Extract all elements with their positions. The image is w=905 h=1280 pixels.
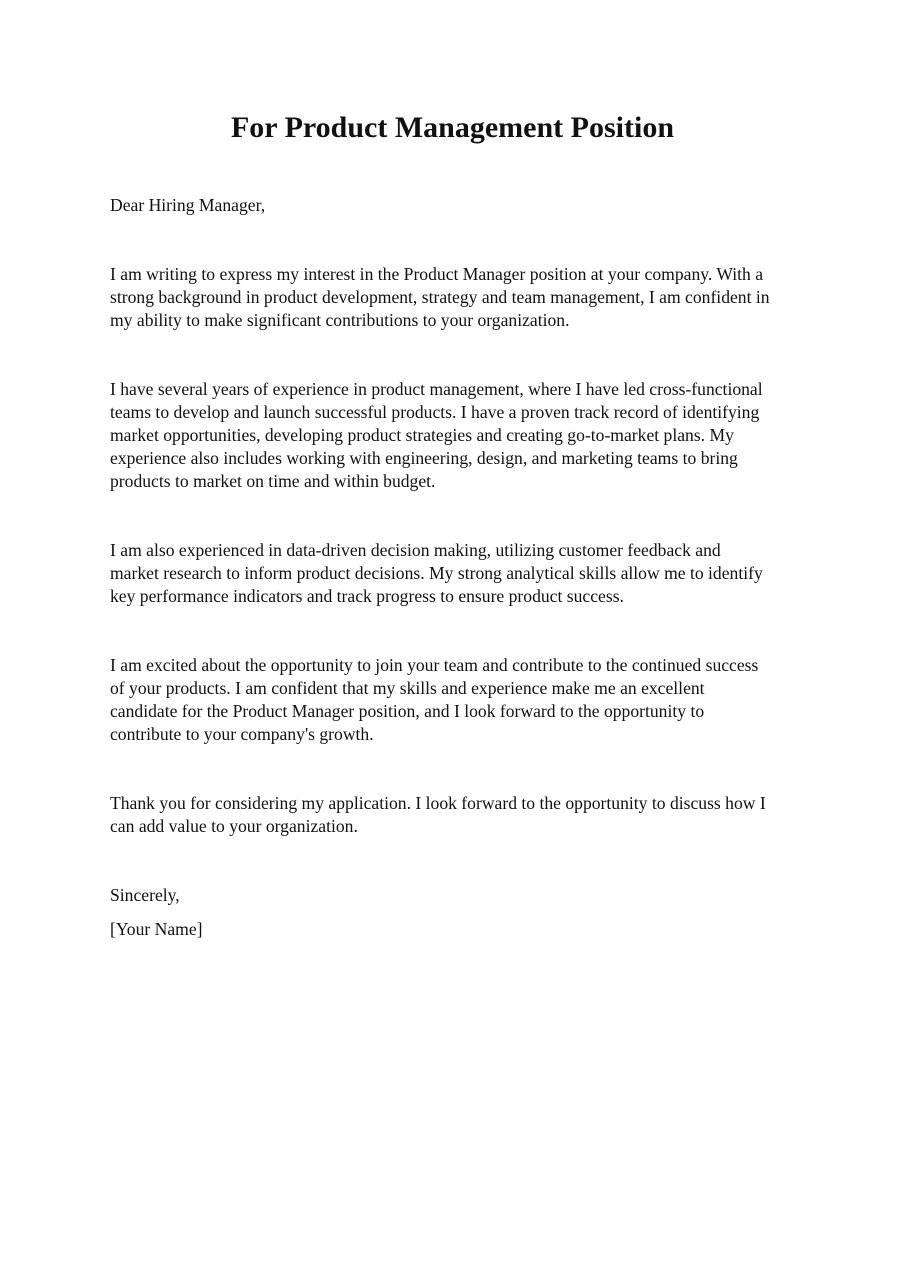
signature: [Your Name] — [110, 919, 203, 939]
paragraph-line: I am also experienced in data-driven decision making, utilizing customer feedback and — [110, 540, 721, 560]
paragraph-line: products to market on time and within budget. — [110, 471, 436, 491]
paragraph-line: my ability to make significant contributions to your organization. — [110, 310, 570, 330]
paragraph-line: candidate for the Product Manager position, and I look forward to the opportunity to — [110, 701, 705, 721]
paragraph-line: strong background in product development, strategy and team management, I am confident in — [110, 287, 770, 307]
letter-title: For Product Management Position — [230, 111, 674, 144]
paragraph-line: teams to develop and launch successful products. I have a proven track record of identifying — [110, 402, 760, 422]
paragraph-line: contribute to your company's growth. — [110, 724, 374, 744]
paragraph-line: key performance indicators and track progress to ensure product success. — [110, 586, 624, 606]
paragraph-line: experience also includes working with engineering, design, and marketing teams to bring — [110, 448, 738, 468]
paragraph-line: market research to inform product decisions. My strong analytical skills allow me to identify — [110, 563, 763, 583]
closing: Sincerely, — [110, 885, 180, 905]
paragraph-line: of your products. I am confident that my skills and experience make me an excellent — [110, 678, 705, 698]
salutation: Dear Hiring Manager, — [110, 195, 266, 215]
paragraph-line: Thank you for considering my application. I look forward to the opportunity to discuss how I — [110, 793, 766, 813]
paragraph-line: can add value to your organization. — [110, 816, 358, 836]
paragraph-line: I have several years of experience in product management, where I have led cross-functional — [110, 379, 763, 399]
paragraph-line: I am writing to express my interest in the Product Manager position at your company. With a — [110, 264, 764, 284]
paragraph-line: I am excited about the opportunity to join your team and contribute to the continued success — [110, 655, 759, 675]
paragraph-line: market opportunities, developing product strategies and creating go-to-market plans. My — [110, 425, 734, 445]
